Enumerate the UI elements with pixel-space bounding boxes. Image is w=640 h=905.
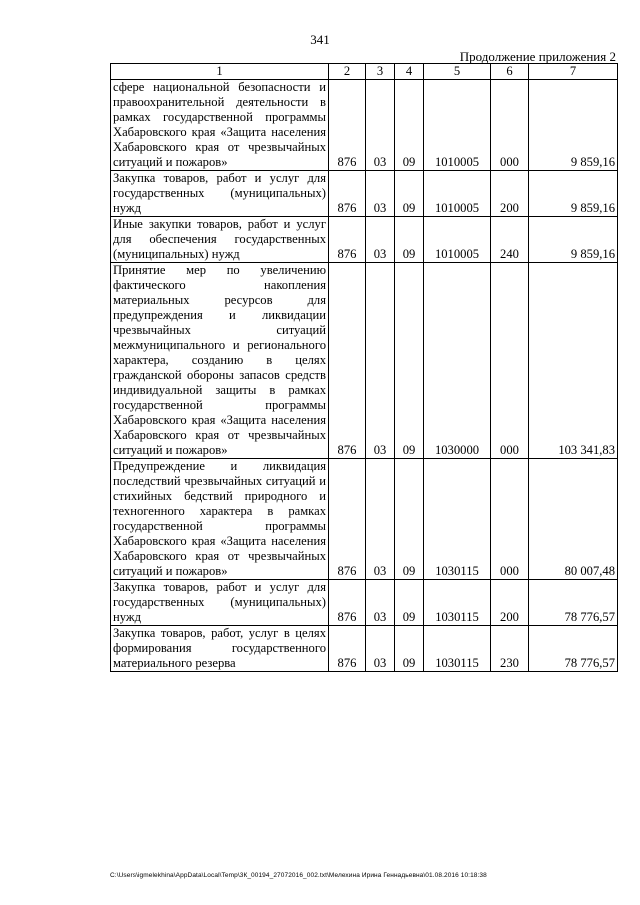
budget-table [110,63,618,672]
header-cell-5: 5 [424,64,491,80]
row-description: Закупка товаров, работ, услуг в целях формирования государственного материального резерва [111,626,329,672]
header-cell-6: 6 [491,64,529,80]
row-expense-type-code: 200 [491,171,529,217]
row-subsection-code: 09 [395,171,424,217]
row-section-code: 03 [366,263,395,459]
row-target-code: 1010005 [424,80,491,171]
row-description: Иные закупки товаров, работ и услуг для обеспечения государственных (муниципальных) нужд [111,217,329,263]
row-description: сфере национальной безопасности и правоохранительной деятельности в рамках государственной программы Хабаровского края «Защита населения Хабаровского края от чрезвычайных ситуаций и пожаров» [111,80,329,171]
table-row [111,626,618,672]
row-expense-type-code: 000 [491,80,529,171]
row-section-code: 03 [366,217,395,263]
row-target-code: 1030115 [424,459,491,580]
header-cell-4: 4 [395,64,424,80]
row-expense-type-code: 000 [491,459,529,580]
row-subsection-code: 09 [395,459,424,580]
row-expense-type-code: 230 [491,626,529,672]
row-amount: 78 776,57 [529,626,618,672]
row-ministry-code: 876 [329,171,366,217]
row-amount: 9 859,16 [529,171,618,217]
row-section-code: 03 [366,626,395,672]
row-subsection-code: 09 [395,580,424,626]
row-description: Закупка товаров, работ и услуг для государственных (муниципальных) нужд [111,580,329,626]
row-amount: 9 859,16 [529,217,618,263]
row-subsection-code: 09 [395,217,424,263]
header-row [111,64,618,80]
table-row [111,80,618,171]
header-cell-3: 3 [366,64,395,80]
table-row [111,263,618,459]
header-cell-7: 7 [529,64,618,80]
table-row [111,217,618,263]
header-cell-2: 2 [329,64,366,80]
row-ministry-code: 876 [329,459,366,580]
continuation-caption: Продолжение приложения 2 [459,49,616,64]
header-cell-1: 1 [111,64,329,80]
row-ministry-code: 876 [329,626,366,672]
row-expense-type-code: 000 [491,263,529,459]
row-target-code: 1010005 [424,171,491,217]
row-expense-type-code: 200 [491,580,529,626]
row-description: Закупка товаров, работ и услуг для государственных (муниципальных) нужд [111,171,329,217]
row-amount: 9 859,16 [529,80,618,171]
table-row [111,171,618,217]
row-section-code: 03 [366,580,395,626]
row-section-code: 03 [366,80,395,171]
row-target-code: 1030000 [424,263,491,459]
row-target-code: 1030115 [424,626,491,672]
row-target-code: 1010005 [424,217,491,263]
table-row [111,580,618,626]
table-row [111,459,618,580]
row-amount: 103 341,83 [529,263,618,459]
row-subsection-code: 09 [395,263,424,459]
page-number: 341 [310,32,330,47]
row-expense-type-code: 240 [491,217,529,263]
row-ministry-code: 876 [329,217,366,263]
row-section-code: 03 [366,171,395,217]
row-description: Предупреждение и ликвидация последствий чрезвычайных ситуаций и стихийных бедствий природного и техногенного характера в рамках государственной программы Хабаровского края «Защита населения Хабаровского края от чрезвычайных ситуаций и пожаров» [111,459,329,580]
row-ministry-code: 876 [329,80,366,171]
row-section-code: 03 [366,459,395,580]
row-amount: 78 776,57 [529,580,618,626]
row-amount: 80 007,48 [529,459,618,580]
row-description: Принятие мер по увеличению фактического накопления материальных ресурсов для предупреждения и ликвидации чрезвычайных ситуаций межмуниципального и регионального характера, созданию в целях гражданской обороны запасов средств индивидуальной защиты в рамках государственной программы Хабаровского края «Защита населения Хабаровского края от чрезвычайных ситуаций и пожаров» [111,263,329,459]
row-ministry-code: 876 [329,580,366,626]
row-subsection-code: 09 [395,80,424,171]
row-subsection-code: 09 [395,626,424,672]
file-path-footer: C:\Users\igmelekhina\AppData\Local\Temp\3К_00194_27072016_002.txt\Мелехина Ирина Геннадьевна\01.08.2016 10:18:38 [110,872,487,879]
row-ministry-code: 876 [329,263,366,459]
row-target-code: 1030115 [424,580,491,626]
